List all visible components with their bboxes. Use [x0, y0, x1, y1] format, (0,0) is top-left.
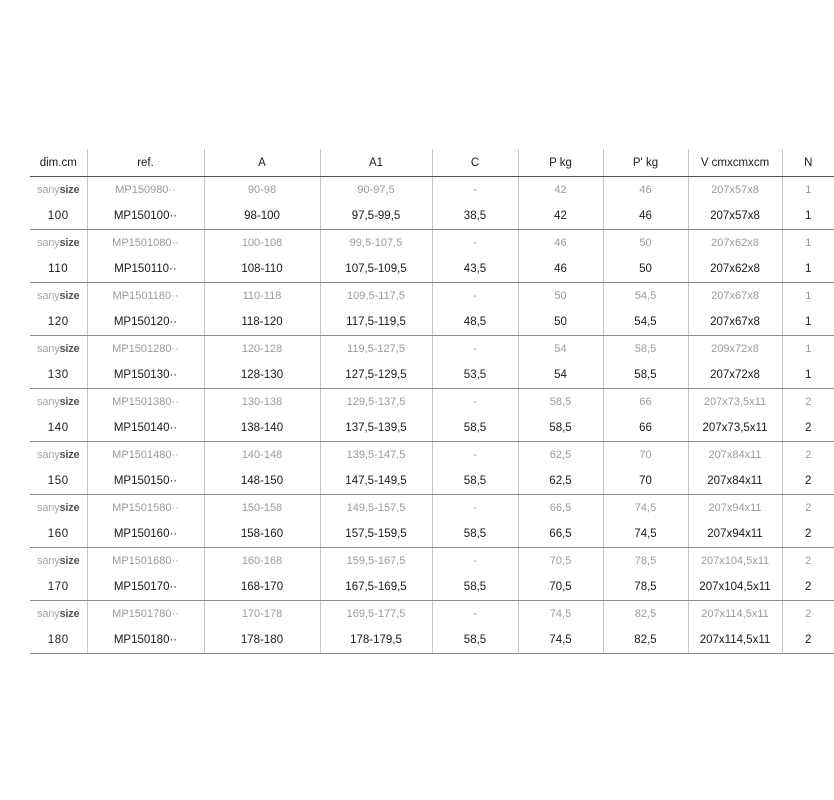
cell-n: 2	[782, 548, 834, 574]
sanysize-logo	[30, 230, 87, 256]
cell-pp: 66	[603, 389, 688, 415]
cell-a: 110-118	[204, 283, 320, 309]
table-row-sanysize	[30, 177, 834, 203]
sanysize-logo-part2: size	[59, 448, 80, 461]
cell-n: 1	[782, 202, 834, 230]
cell-a1: 149,5-157,5	[320, 495, 432, 521]
cell-c: -	[432, 442, 518, 468]
cell-p: 46	[518, 255, 603, 283]
cell-c: 43,5	[432, 255, 518, 283]
cell-a: 90-98	[204, 177, 320, 203]
cell-a: 158-160	[204, 520, 320, 548]
cell-pp: 82,5	[603, 626, 688, 654]
cell-p: 66,5	[518, 495, 603, 521]
cell-a1: 147,5-149,5	[320, 467, 432, 495]
cell-v: 207x84x11	[688, 442, 782, 468]
cell-a1: 127,5-129,5	[320, 361, 432, 389]
sanysize-logo-part2: size	[59, 236, 80, 249]
cell-dim: 140	[30, 414, 87, 442]
cell-n: 1	[782, 336, 834, 362]
cell-pp: 54,5	[603, 308, 688, 336]
table-row-sanysize	[30, 230, 834, 256]
cell-v: 207x114,5x11	[688, 601, 782, 627]
cell-dim: 100	[30, 202, 87, 230]
cell-dim: 120	[30, 308, 87, 336]
table-row-standard	[30, 520, 834, 548]
sanysize-logo	[30, 601, 87, 627]
sanysize-logo-part2: size	[59, 501, 80, 514]
cell-dim: 110	[30, 255, 87, 283]
sanysize-logo-part1: sany	[37, 342, 60, 355]
cell-a1: 107,5-109,5	[320, 255, 432, 283]
cell-n: 1	[782, 230, 834, 256]
cell-ref: MP150170··	[87, 573, 204, 601]
cell-a: 138-140	[204, 414, 320, 442]
cell-n: 2	[782, 601, 834, 627]
cell-a1: 139,5-147,5	[320, 442, 432, 468]
sanysize-logo	[30, 283, 87, 309]
cell-a1: 99,5-107,5	[320, 230, 432, 256]
cell-a1: 159,5-167,5	[320, 548, 432, 574]
cell-dim: 180	[30, 626, 87, 654]
cell-c: 58,5	[432, 520, 518, 548]
sanysize-logo-part1: sany	[37, 183, 60, 196]
cell-p: 46	[518, 230, 603, 256]
cell-pp: 74,5	[603, 520, 688, 548]
cell-c: -	[432, 230, 518, 256]
cell-pp: 70	[603, 467, 688, 495]
cell-a1: 157,5-159,5	[320, 520, 432, 548]
sanysize-logo	[30, 495, 87, 521]
cell-a1: 169,5-177,5	[320, 601, 432, 627]
header-a: A	[204, 149, 320, 177]
cell-ref: MP1501380··	[87, 389, 204, 415]
cell-v: 207x84x11	[688, 467, 782, 495]
cell-p: 70,5	[518, 573, 603, 601]
header-v: V cmxcmxcm	[688, 149, 782, 177]
cell-ref: MP1501280··	[87, 336, 204, 362]
cell-c: 58,5	[432, 626, 518, 654]
cell-a: 100-108	[204, 230, 320, 256]
sanysize-logo-part2: size	[59, 554, 80, 567]
cell-ref: MP1501780··	[87, 601, 204, 627]
cell-n: 2	[782, 442, 834, 468]
cell-a: 178-180	[204, 626, 320, 654]
sanysize-logo	[30, 177, 87, 203]
header-ref: ref.	[87, 149, 204, 177]
cell-n: 2	[782, 414, 834, 442]
cell-n: 1	[782, 308, 834, 336]
table-row-sanysize	[30, 283, 834, 309]
sanysize-logo-part1: sany	[37, 607, 60, 620]
cell-v: 207x57x8	[688, 177, 782, 203]
cell-pp: 46	[603, 177, 688, 203]
cell-c: -	[432, 495, 518, 521]
cell-v: 207x104,5x11	[688, 548, 782, 574]
table-row-sanysize	[30, 601, 834, 627]
sanysize-logo	[30, 336, 87, 362]
header-a1: A1	[320, 149, 432, 177]
cell-v: 207x94x11	[688, 495, 782, 521]
header-dim: dim.cm	[30, 149, 87, 177]
sanysize-logo-part1: sany	[37, 236, 60, 249]
cell-a1: 119,5-127,5	[320, 336, 432, 362]
header-n: N	[782, 149, 834, 177]
cell-a: 120-128	[204, 336, 320, 362]
table-row-standard	[30, 255, 834, 283]
sanysize-logo-part1: sany	[37, 395, 60, 408]
table-row-standard	[30, 467, 834, 495]
table-row-sanysize	[30, 442, 834, 468]
cell-a: 160-168	[204, 548, 320, 574]
sanysize-logo-part2: size	[59, 342, 80, 355]
cell-ref: MP150140··	[87, 414, 204, 442]
cell-v: 207x114,5x11	[688, 626, 782, 654]
cell-pp: 54,5	[603, 283, 688, 309]
cell-c: 48,5	[432, 308, 518, 336]
cell-c: 53,5	[432, 361, 518, 389]
cell-pp: 58,5	[603, 361, 688, 389]
cell-n: 2	[782, 626, 834, 654]
cell-p: 50	[518, 283, 603, 309]
cell-ref: MP150120··	[87, 308, 204, 336]
cell-ref: MP150130··	[87, 361, 204, 389]
table-row-standard	[30, 308, 834, 336]
cell-a: 128-130	[204, 361, 320, 389]
cell-n: 2	[782, 495, 834, 521]
header-p: P kg	[518, 149, 603, 177]
cell-c: -	[432, 389, 518, 415]
cell-n: 1	[782, 255, 834, 283]
cell-c: 58,5	[432, 573, 518, 601]
cell-a: 148-150	[204, 467, 320, 495]
cell-a: 108-110	[204, 255, 320, 283]
cell-p: 58,5	[518, 414, 603, 442]
sanysize-logo	[30, 442, 87, 468]
cell-pp: 50	[603, 230, 688, 256]
cell-v: 207x73,5x11	[688, 389, 782, 415]
cell-a: 150-158	[204, 495, 320, 521]
spec-table	[30, 149, 834, 654]
cell-a: 170-178	[204, 601, 320, 627]
cell-n: 1	[782, 177, 834, 203]
sanysize-logo	[30, 548, 87, 574]
cell-v: 207x94x11	[688, 520, 782, 548]
cell-pp: 70	[603, 442, 688, 468]
sanysize-logo-part1: sany	[37, 501, 60, 514]
cell-n: 2	[782, 573, 834, 601]
table-row-standard	[30, 361, 834, 389]
cell-a1: 117,5-119,5	[320, 308, 432, 336]
cell-c: -	[432, 177, 518, 203]
cell-a: 130-138	[204, 389, 320, 415]
table-row-sanysize	[30, 336, 834, 362]
cell-a: 98-100	[204, 202, 320, 230]
header-pp: P' kg	[603, 149, 688, 177]
cell-ref: MP1501680··	[87, 548, 204, 574]
cell-pp: 46	[603, 202, 688, 230]
cell-p: 74,5	[518, 601, 603, 627]
header-c: C	[432, 149, 518, 177]
cell-ref: MP150160··	[87, 520, 204, 548]
sanysize-logo-part1: sany	[37, 554, 60, 567]
sanysize-logo	[30, 389, 87, 415]
cell-ref: MP150180··	[87, 626, 204, 654]
cell-a: 118-120	[204, 308, 320, 336]
cell-n: 2	[782, 389, 834, 415]
cell-p: 42	[518, 202, 603, 230]
cell-p: 62,5	[518, 442, 603, 468]
cell-p: 70,5	[518, 548, 603, 574]
cell-dim: 130	[30, 361, 87, 389]
cell-p: 42	[518, 177, 603, 203]
cell-c: -	[432, 283, 518, 309]
cell-a1: 167,5-169,5	[320, 573, 432, 601]
table-row-standard	[30, 202, 834, 230]
cell-c: -	[432, 548, 518, 574]
sanysize-logo-part2: size	[59, 607, 80, 620]
cell-v: 209x72x8	[688, 336, 782, 362]
cell-n: 2	[782, 467, 834, 495]
cell-c: 38,5	[432, 202, 518, 230]
cell-c: 58,5	[432, 467, 518, 495]
cell-a1: 178-179,5	[320, 626, 432, 654]
cell-a1: 97,5-99,5	[320, 202, 432, 230]
header-row	[30, 149, 834, 177]
sanysize-logo-part1: sany	[37, 448, 60, 461]
cell-pp: 74,5	[603, 495, 688, 521]
cell-p: 54	[518, 336, 603, 362]
cell-ref: MP150150··	[87, 467, 204, 495]
table-row-standard	[30, 414, 834, 442]
cell-v: 207x67x8	[688, 283, 782, 309]
cell-p: 66,5	[518, 520, 603, 548]
cell-p: 58,5	[518, 389, 603, 415]
sanysize-logo-part2: size	[59, 395, 80, 408]
sanysize-logo-part2: size	[59, 183, 80, 196]
cell-ref: MP1501580··	[87, 495, 204, 521]
cell-a1: 109,5-117,5	[320, 283, 432, 309]
cell-ref: MP1501180··	[87, 283, 204, 309]
cell-p: 62,5	[518, 467, 603, 495]
cell-p: 74,5	[518, 626, 603, 654]
sanysize-logo-part1: sany	[37, 289, 60, 302]
cell-pp: 82,5	[603, 601, 688, 627]
table-row-sanysize	[30, 495, 834, 521]
table-row-standard	[30, 573, 834, 601]
cell-v: 207x104,5x11	[688, 573, 782, 601]
cell-pp: 50	[603, 255, 688, 283]
cell-p: 50	[518, 308, 603, 336]
cell-dim: 160	[30, 520, 87, 548]
cell-c: 58,5	[432, 414, 518, 442]
cell-p: 54	[518, 361, 603, 389]
cell-ref: MP1501080··	[87, 230, 204, 256]
cell-n: 1	[782, 283, 834, 309]
cell-ref: MP150100··	[87, 202, 204, 230]
cell-a: 168-170	[204, 573, 320, 601]
cell-c: -	[432, 336, 518, 362]
cell-a: 140-148	[204, 442, 320, 468]
cell-pp: 66	[603, 414, 688, 442]
sanysize-logo-part2: size	[59, 289, 80, 302]
table-row-standard	[30, 626, 834, 654]
table-row-sanysize	[30, 389, 834, 415]
cell-pp: 58,5	[603, 336, 688, 362]
cell-v: 207x62x8	[688, 230, 782, 256]
cell-v: 207x72x8	[688, 361, 782, 389]
cell-n: 2	[782, 520, 834, 548]
cell-v: 207x67x8	[688, 308, 782, 336]
cell-v: 207x57x8	[688, 202, 782, 230]
cell-ref: MP150980··	[87, 177, 204, 203]
cell-a1: 90-97,5	[320, 177, 432, 203]
cell-dim: 170	[30, 573, 87, 601]
cell-a1: 129,5-137,5	[320, 389, 432, 415]
cell-ref: MP150110··	[87, 255, 204, 283]
table-row-sanysize	[30, 548, 834, 574]
cell-pp: 78,5	[603, 573, 688, 601]
cell-n: 1	[782, 361, 834, 389]
cell-c: -	[432, 601, 518, 627]
cell-v: 207x62x8	[688, 255, 782, 283]
cell-a1: 137,5-139,5	[320, 414, 432, 442]
cell-ref: MP1501480··	[87, 442, 204, 468]
cell-v: 207x73,5x11	[688, 414, 782, 442]
cell-pp: 78,5	[603, 548, 688, 574]
cell-dim: 150	[30, 467, 87, 495]
